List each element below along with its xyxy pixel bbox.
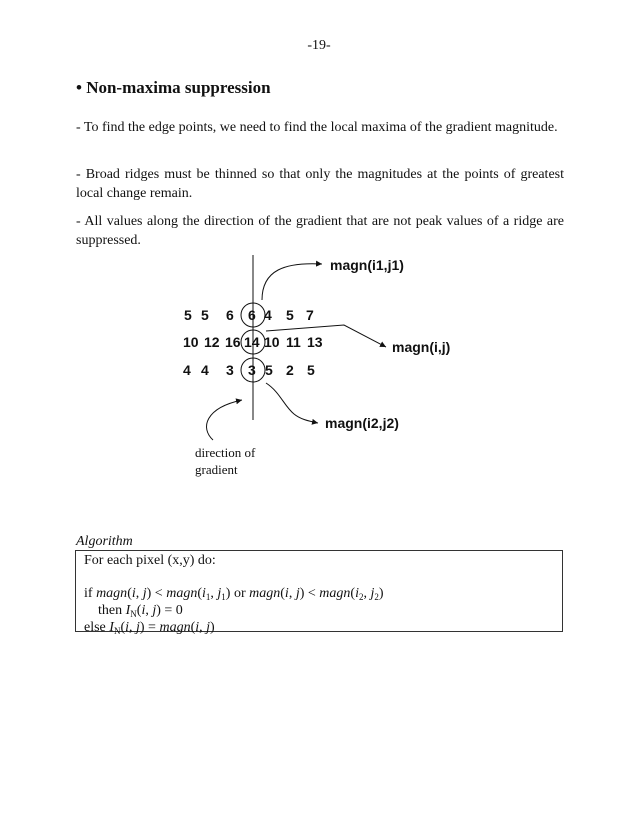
arrow-to-magn-ij — [266, 325, 386, 347]
cell-r2-c4: 14 — [244, 334, 260, 350]
paragraph-2: - Broad ridges must be thinned so that only the magnitudes at the points of greatest local change remain. — [76, 167, 564, 201]
cell-r1-c7: 7 — [306, 307, 314, 323]
cell-r1-c6: 5 — [286, 307, 294, 323]
arrow-to-magn-i1j1 — [262, 264, 322, 300]
label-magn-ij: magn(i,j) — [392, 339, 451, 355]
cell-r1-c5: 4 — [264, 307, 272, 323]
cell-r3-c3: 3 — [226, 362, 234, 378]
arrow-to-magn-i2j2 — [266, 383, 318, 423]
paragraph-1: - To find the edge points, we need to find the local maxima of the gradient magnitude. — [76, 120, 558, 135]
label-magn-i2j2: magn(i2,j2) — [325, 415, 399, 431]
cell-r1-c2: 5 — [201, 307, 209, 323]
algorithm-title: Algorithm — [76, 534, 133, 549]
paragraph-3: - All values along the direction of the gradient that are not peak values of a ridge are suppressed. — [76, 214, 564, 248]
page-number: -19- — [307, 38, 331, 53]
cell-r3-c4: 3 — [248, 362, 256, 378]
cell-r3-c1: 4 — [183, 362, 191, 378]
cell-r2-c3: 16 — [225, 334, 241, 350]
algorithm-line-else: else $I_N(i$, j) = magn(i, j) — [84, 620, 215, 636]
cell-r2-c5: 10 — [264, 334, 280, 350]
cell-r2-c1: 10 — [183, 334, 199, 350]
label-magn-i1j1: magn(i1,j1) — [330, 257, 404, 273]
section-heading: • Non-maxima suppression — [76, 78, 271, 97]
cell-r2-c6: 11 — [286, 334, 301, 350]
label-direction-line2: gradient — [195, 462, 238, 477]
cell-r1-c1: 5 — [184, 307, 192, 323]
arrow-direction-of-gradient — [207, 400, 242, 440]
cell-r3-c6: 2 — [286, 362, 294, 378]
cell-r1-c4: 6 — [248, 307, 256, 323]
cell-r2-c2: 12 — [204, 334, 220, 350]
algorithm-line-then: then $I_N(i$, j) = 0 — [98, 603, 183, 619]
label-direction-line1: direction of — [195, 445, 256, 460]
cell-r3-c5: 5 — [265, 362, 273, 378]
cell-r3-c2: 4 — [201, 362, 209, 378]
algorithm-line-if: if magn(i, $j) < magn(i_1$, $j_1$) or magn(i, $j) < magn(i_2$, $j_2$) — [84, 586, 384, 602]
algorithm-box — [75, 550, 563, 636]
cell-r2-c7: 13 — [307, 334, 323, 350]
cell-r3-c7: 5 — [307, 362, 315, 378]
algorithm-line-1: For each pixel (x,y) do: — [84, 553, 216, 568]
cell-r1-c3: 6 — [226, 307, 234, 323]
